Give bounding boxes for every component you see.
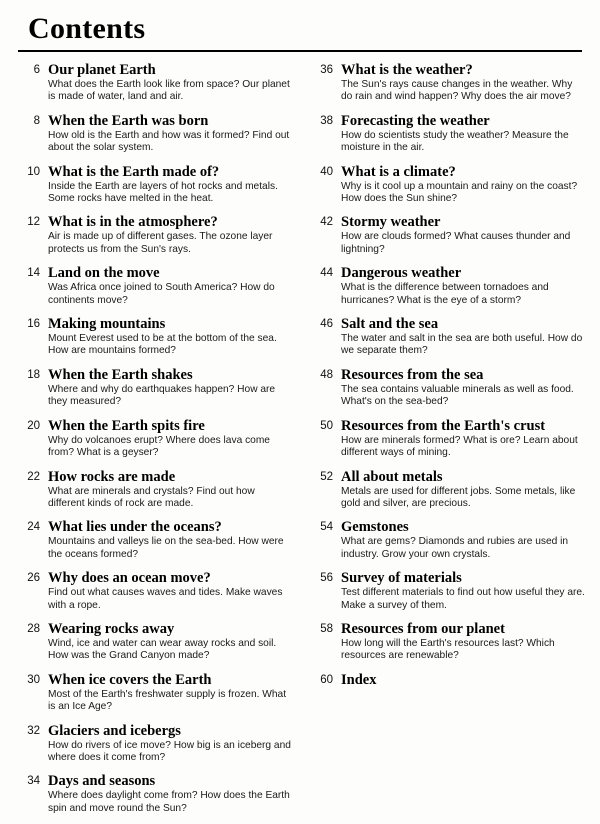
entry-title[interactable]: Wearing rocks away [48, 620, 175, 637]
entry-title[interactable]: Our planet Earth [48, 62, 156, 78]
entry-description: Mountains and valleys lie on the sea-bed. How were the oceans formed? [48, 536, 284, 560]
page-number: 42 [320, 216, 333, 229]
entry-title[interactable]: What is the Earth made of? [48, 163, 220, 180]
entry-body [48, 723, 293, 765]
entry-body [341, 672, 586, 689]
entry-body [48, 214, 293, 256]
page-number: 20 [27, 419, 40, 432]
list-item[interactable] [14, 214, 293, 256]
entry-title[interactable]: Gemstones [341, 519, 409, 536]
entry-description: Mount Everest used to be at the bottom of the sea. How are mountains formed? [48, 333, 277, 357]
entry-title[interactable]: When the Earth was born [48, 112, 209, 129]
entry-title[interactable]: Glaciers and icebergs [48, 722, 181, 739]
entry-description: What does the Earth look like from space? Our planet is made of water, land and air. [48, 79, 290, 103]
entry-title[interactable]: All about metals [341, 468, 443, 485]
entry-description: How old is the Earth and how was it formed? Find out about the solar system. [48, 129, 290, 154]
entry-title[interactable]: What is in the atmosphere? [48, 214, 218, 231]
list-item[interactable] [14, 672, 293, 714]
entry-body [341, 62, 586, 104]
page-number: 32 [27, 724, 40, 737]
page-number: 16 [27, 318, 40, 331]
entry-title[interactable]: Stormy weather [341, 214, 441, 231]
entry-description: Inside the Earth are layers of hot rocks and metals. Some rocks have melted in the heat. [48, 180, 278, 205]
entry-body [48, 469, 293, 511]
page-number: 34 [27, 775, 40, 788]
list-item[interactable] [14, 469, 293, 511]
page-number: 10 [27, 165, 40, 178]
entry-title[interactable]: Resources from the sea [341, 366, 484, 383]
list-item[interactable] [14, 316, 293, 358]
entry-title[interactable]: What lies under the oceans? [48, 519, 222, 536]
list-item[interactable] [307, 164, 586, 206]
page-number: 46 [320, 318, 333, 331]
list-item[interactable] [307, 62, 586, 104]
page-number: 24 [27, 521, 40, 534]
entry-body [341, 113, 586, 155]
page-number: 28 [27, 622, 40, 635]
entry-body [341, 519, 586, 561]
entry-description: Test different materials to find out how useful they are. Make a survey of them. [341, 587, 585, 611]
entry-description: How are clouds formed? What causes thunder and lightning? [341, 231, 571, 255]
entry-description: How long will the Earth's resources last? Which resources are renewable? [341, 637, 555, 662]
list-item[interactable] [14, 773, 293, 815]
page-number: 8 [33, 114, 40, 127]
entry-body [341, 265, 586, 307]
entry-body [341, 570, 586, 612]
entry-title[interactable]: Forecasting the weather [341, 112, 490, 129]
contents-columns [14, 62, 586, 824]
entry-body [341, 164, 586, 206]
entry-title[interactable]: Land on the move [48, 265, 160, 282]
page-number: 38 [320, 114, 333, 127]
entry-body [48, 570, 293, 612]
list-item[interactable] [14, 723, 293, 765]
entry-body [48, 62, 293, 104]
contents-column-right [307, 62, 586, 824]
entry-title[interactable]: Why does an ocean move? [48, 570, 211, 587]
list-item[interactable] [14, 519, 293, 561]
entry-body [341, 469, 586, 511]
page-number: 12 [27, 216, 40, 229]
entry-description: The Sun's rays cause changes in the weather. Why do rain and wind happen? Why does the air move? [341, 79, 573, 103]
entry-title[interactable]: How rocks are made [48, 468, 176, 485]
list-item[interactable] [14, 265, 293, 307]
list-item[interactable] [307, 570, 586, 612]
entry-description: Why do volcanoes erupt? Where does lava come from? What is a geyser? [48, 434, 270, 459]
list-item[interactable] [307, 469, 586, 511]
list-item[interactable] [307, 672, 586, 689]
entry-description: The sea contains valuable minerals as well as food. What's on the sea-bed? [341, 383, 574, 408]
entry-body [48, 265, 293, 307]
list-item[interactable] [307, 113, 586, 155]
entry-description: How do scientists study the weather? Measure the moisture in the air. [341, 129, 569, 154]
entry-body [341, 418, 586, 460]
entry-description: What are minerals and crystals? Find out how different kinds of rock are made. [48, 485, 255, 509]
entry-title[interactable]: What is a climate? [341, 163, 456, 180]
list-item[interactable] [14, 621, 293, 663]
entry-title[interactable]: Days and seasons [48, 773, 156, 790]
list-item[interactable] [307, 621, 586, 663]
page-number: 14 [27, 267, 40, 280]
entry-title[interactable]: Making mountains [48, 316, 166, 333]
entry-body [341, 621, 586, 663]
list-item[interactable] [14, 367, 293, 409]
page-number: 30 [27, 673, 40, 686]
page-number: 60 [320, 673, 333, 686]
entry-description: How do rivers of ice move? How big is an iceberg and where does it come from? [48, 739, 291, 763]
list-item[interactable] [307, 214, 586, 256]
entry-title[interactable]: Index [341, 671, 377, 688]
entry-description: Find out what causes waves and tides. Make waves with a rope. [48, 587, 283, 611]
entry-description: How are minerals formed? What is ore? Learn about different ways of mining. [341, 434, 578, 459]
page-title: Contents [28, 12, 146, 45]
page-number: 54 [320, 521, 333, 534]
entry-title[interactable]: What is the weather? [341, 62, 473, 78]
entry-body [48, 773, 293, 815]
entry-description: Air is made up of different gases. The ozone layer protects us from the Sun's rays. [48, 231, 273, 255]
page-number: 50 [320, 419, 333, 432]
page-number: 26 [27, 572, 40, 585]
entry-body [48, 621, 293, 663]
list-item[interactable] [307, 367, 586, 409]
entry-description: Wind, ice and water can wear away rocks and soil. How was the Grand Canyon made? [48, 637, 277, 662]
entry-title[interactable]: Resources from our planet [341, 620, 505, 637]
entry-body [48, 367, 293, 409]
entry-description: Why is it cool up a mountain and rainy on the coast? How does the Sun shine? [341, 180, 578, 205]
page-number: 40 [320, 165, 333, 178]
contents-column-left [14, 62, 293, 824]
entry-body [48, 672, 293, 714]
entry-body [48, 113, 293, 155]
entry-body [48, 418, 293, 460]
list-item[interactable] [307, 519, 586, 561]
entry-title[interactable]: When ice covers the Earth [48, 671, 212, 688]
page-number: 36 [320, 64, 333, 76]
entry-body [341, 214, 586, 256]
entry-body [341, 316, 586, 358]
list-item[interactable] [14, 570, 293, 612]
entry-title[interactable]: When the Earth spits fire [48, 417, 205, 434]
entry-description: Where does daylight come from? How does the Earth spin and move round the Sun? [48, 790, 290, 814]
list-item[interactable] [307, 265, 586, 307]
page-number: 6 [33, 64, 40, 76]
entry-title[interactable]: Resources from the Earth's crust [341, 417, 546, 434]
title-divider [18, 50, 582, 52]
entry-description: What is the difference between tornadoes and hurricanes? What is the eye of a storm? [341, 282, 549, 306]
list-item[interactable] [14, 113, 293, 155]
list-item[interactable] [14, 164, 293, 206]
list-item[interactable] [14, 62, 293, 104]
entry-title[interactable]: Dangerous weather [341, 265, 462, 282]
page-number: 18 [27, 368, 40, 381]
entry-title[interactable]: When the Earth shakes [48, 366, 193, 383]
entry-title[interactable]: Survey of materials [341, 570, 462, 587]
entry-description: Was Africa once joined to South America? How do continents move? [48, 282, 275, 306]
entry-title[interactable]: Salt and the sea [341, 316, 439, 333]
entry-description: Most of the Earth's freshwater supply is frozen. What is an Ice Age? [48, 688, 287, 713]
page-number: 52 [320, 470, 333, 483]
page-number: 44 [320, 267, 333, 280]
page-number: 58 [320, 622, 333, 635]
page-number: 56 [320, 572, 333, 585]
entry-body [48, 316, 293, 358]
entry-body [48, 519, 293, 561]
list-item[interactable] [14, 418, 293, 460]
entry-body [48, 164, 293, 206]
page-number: 22 [27, 470, 40, 483]
entry-body [341, 367, 586, 409]
list-item[interactable] [307, 316, 586, 358]
page-number: 48 [320, 368, 333, 381]
list-item[interactable] [307, 418, 586, 460]
entry-description: Metals are used for different jobs. Some metals, like gold and silver, are precious. [341, 485, 576, 509]
entry-description: The water and salt in the sea are both useful. How do we separate them? [341, 333, 583, 357]
entry-description: Where and why do earthquakes happen? How are they measured? [48, 383, 276, 408]
entry-description: What are gems? Diamonds and rubies are used in industry. Grow your own crystals. [341, 536, 569, 560]
